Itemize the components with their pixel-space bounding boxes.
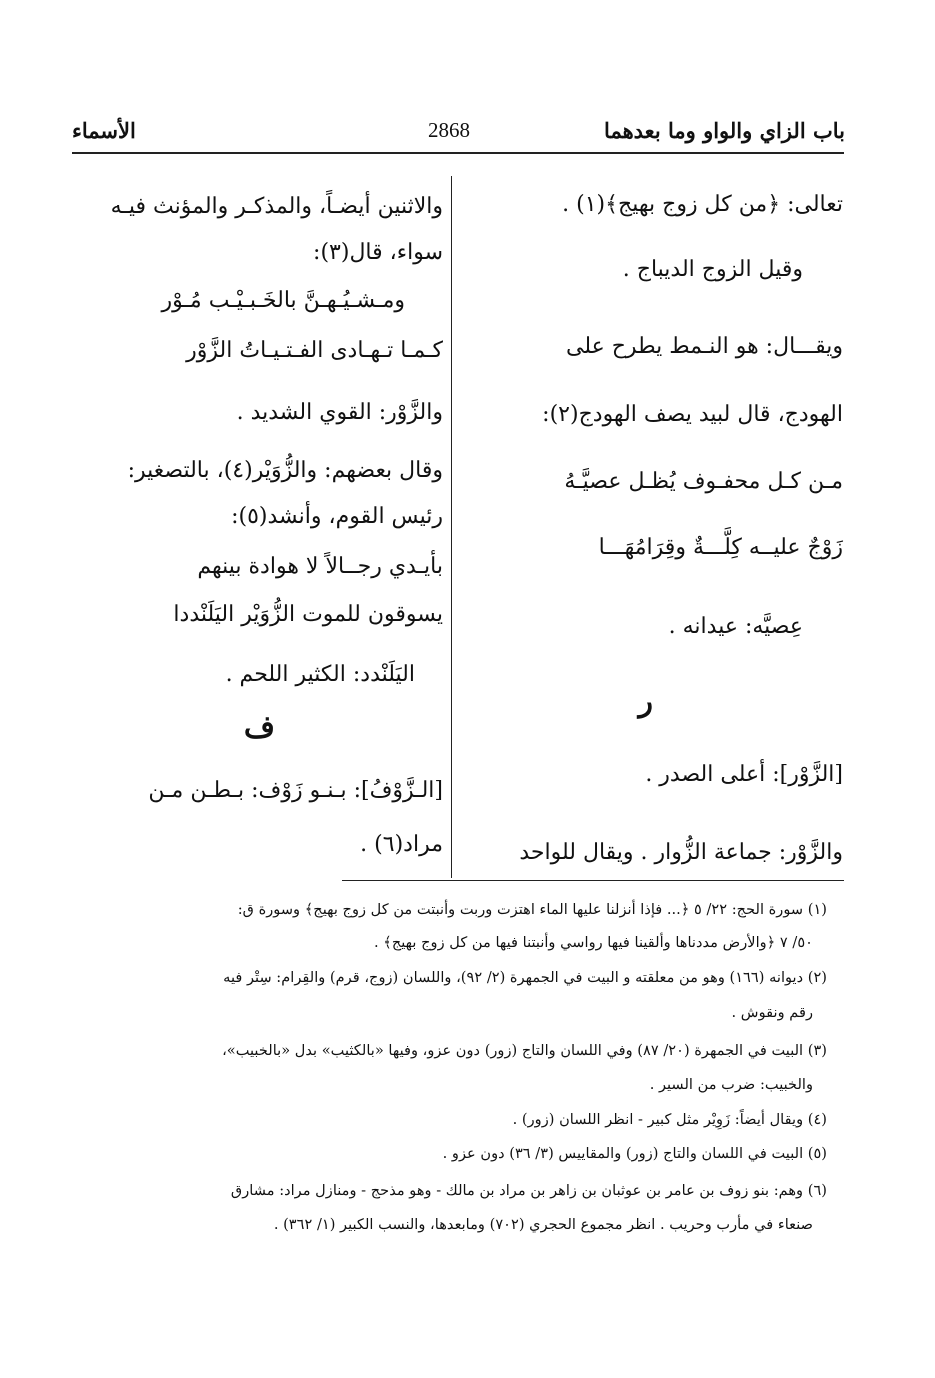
page-number: 2868 xyxy=(428,118,470,142)
column-divider xyxy=(451,176,452,878)
right-entry-zawr-2: والزَّوْر: جماعة الزُّوار . ويقال للواحد xyxy=(519,840,843,865)
left-verse-1: ومـشـيُـهـنَّ بالخَـبـيْـب مُـوْر xyxy=(161,288,405,313)
left-verse-2: كـمـا تـهـادى الفـتـيـاتُ الزَّوْر xyxy=(186,338,443,363)
footnote-1-cont: ٥٠/ ٧ ﴿والأرض مددناها وألقينا فيها رواسي وأنبتنا فيها من كل زوج بهيج﴾ . xyxy=(374,934,813,951)
footnote-6-cont: صنعاء في مأرب وحريب . انظر مجموع الحجري (٧٠٢) ومابعدها، والنسب الكبير (١/ ٣٦٢) . xyxy=(273,1216,813,1233)
left-verse-4: يسوقون للموت الزُّوَيْر اليَلَنْددا xyxy=(173,602,443,627)
left-entry-zawr-strong: والزَّوْر: القوي الشديد . xyxy=(236,400,443,425)
section-letter-ra: ر xyxy=(638,684,653,719)
left-line-2: سواء، قال(٣): xyxy=(313,240,443,265)
left-line-murad: مراد(٦) . xyxy=(360,832,443,857)
footnote-2-cont: رقم ونقوش . xyxy=(731,1004,813,1021)
footnote-2: (٢) ديوانه (١٦٦) وهو من معلقته و البيت في الجمهرة (٢/ ٩٢)، واللسان (زوج، قرم) والقِرام: سِتْر فيه xyxy=(223,969,827,986)
right-line-1: تعالى: ﴿من كل زوج بهيج﴾(١) . xyxy=(562,192,843,217)
footnote-3: (٣) البيت في الجمهرة (٢٠/ ٨٧) وفي اللسان والتاج (زور) دون عزو، وفيها «بالكثيب» بدل «بالخبيب»، xyxy=(222,1042,827,1059)
left-entry-zawf: [الـزَّوْفُ]: بـنـو زَوْف: بـطـن مـن xyxy=(148,778,443,803)
footnote-1: (١) سورة الحج: ٢٢/ ٥ ﴿... فإذا أنزلنا عليها الماء اهتزت وربت وأنبتت من كل زوج بهيج﴾ وسورة ق: xyxy=(237,901,827,918)
running-header-section: الأسماء xyxy=(72,118,136,143)
footnote-6: (٦) وهم: بنو زوف بن عامر بن عوثبان بن زاهر بن مراد بن مالك - وهو مذحج - ومنازل مراد: مشارق xyxy=(230,1182,827,1199)
left-gloss-yalandad: اليَلَنْدد: الكثير اللحم . xyxy=(225,662,415,687)
left-line-chief: رئيس القوم، وأنشد(٥): xyxy=(231,504,443,529)
header-rule xyxy=(72,152,844,154)
right-line-4: الهودج، قال لبيد يصف الهودج(٢): xyxy=(542,402,843,427)
left-line-zuwayr: وقال بعضهم: والزُّوَيْر(٤)، بالتصغير: xyxy=(127,458,443,483)
right-line-gloss: عِصيَّه: عيدانه . xyxy=(668,614,803,639)
footnote-3-cont: والخبيب: ضرب من السير . xyxy=(649,1076,813,1093)
right-verse-2: زَوْجٌ عليــه كِلَّـــةٌ وقِرَامُهَـــا xyxy=(598,535,843,560)
footnote-5: (٥) البيت في اللسان والتاج (زور) والمقاييس (٣/ ٣٦) دون عزو . xyxy=(442,1145,827,1162)
right-line-2: وقيل الزوج الديباج . xyxy=(622,257,803,282)
footnote-4: (٤) ويقال أيضاً: زَوِيْر مثل كبير - انظر اللسان (زور) . xyxy=(512,1111,827,1128)
right-verse-1: مـن كـل محفـوف يُظـل عصيَّـهُ xyxy=(564,469,843,494)
section-letter-fa: ف xyxy=(243,710,275,745)
right-line-3: ويقـــال: هو النـمط يطرح على xyxy=(565,334,843,359)
left-verse-3: بأيـدي رجــالاً لا هوادة بينهم xyxy=(197,554,443,579)
left-line-1: والاثنين أيضـاً، والمذكـر والمؤنث فيـه xyxy=(110,194,443,219)
right-entry-zawr: [الزَّوْر]: أعلى الصدر . xyxy=(645,762,843,787)
running-header-title: باب الزاي والواو وما بعدهما xyxy=(604,118,845,143)
footnote-rule xyxy=(342,880,844,881)
